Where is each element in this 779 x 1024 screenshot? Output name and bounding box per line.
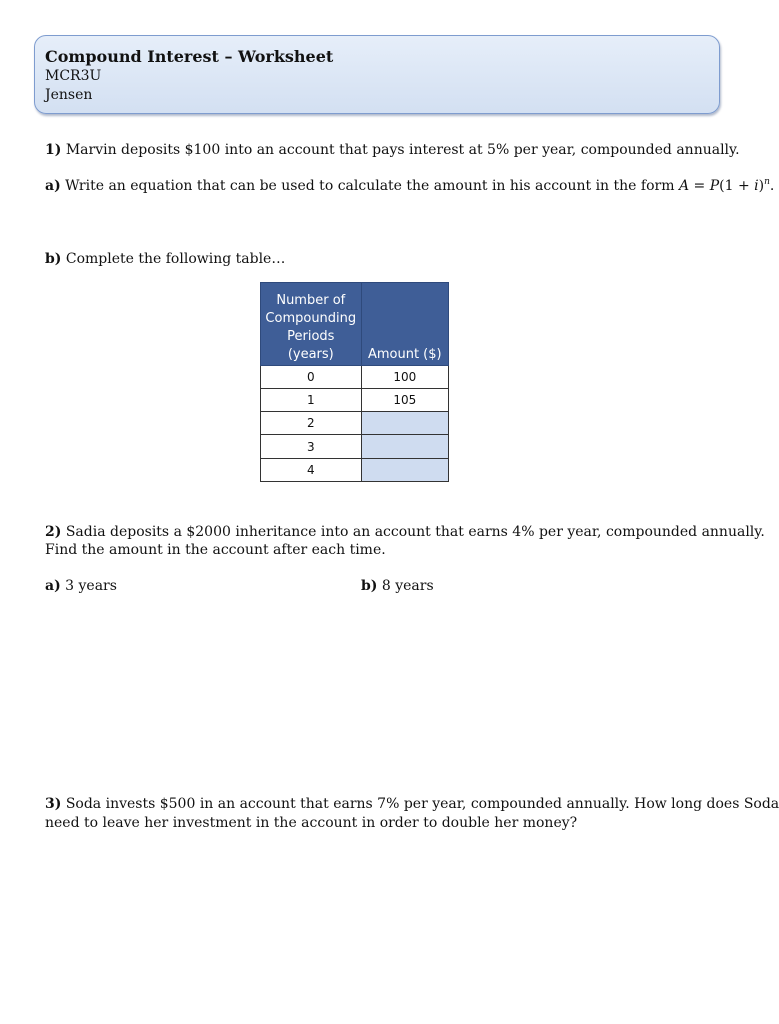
table-row [261, 458, 449, 481]
question-2b [361, 577, 434, 595]
table-row [261, 435, 449, 458]
question-1 [45, 141, 740, 159]
question-2-text-line2: Find the amount in the account after each time. [45, 542, 386, 558]
table-cell-period: 4 [261, 458, 362, 481]
question-1-number: 1) [45, 142, 62, 158]
course-code: MCR3U [45, 68, 102, 84]
table-cell-amount: 100 [361, 365, 448, 388]
table-row [261, 365, 449, 388]
question-2-number: 2) [45, 524, 62, 540]
question-1b-label: b) [45, 251, 62, 267]
table-cell-period: 2 [261, 412, 362, 435]
table-cell-period: 0 [261, 365, 362, 388]
question-3-text-line1: Soda invests $500 in an account that earns 7% per year, compounded annually. How long does Soda [65, 796, 779, 812]
question-1a-label: a) [45, 178, 61, 194]
question-3-number: 3) [45, 796, 62, 812]
table-cell-amount [361, 412, 448, 435]
teacher-name: Jensen [45, 87, 93, 103]
table-header-periods: Number of Compounding Periods (years) [261, 283, 362, 366]
question-1a: a) Write an equation that can be used to calculate the amount in his account in the form $A = P(1 + i)^n$. [45, 177, 775, 194]
table-cell-period: 3 [261, 435, 362, 458]
question-1b-text: Complete the following table… [65, 251, 286, 267]
table-cell-amount [361, 435, 448, 458]
table-header-amount: Amount ($) [361, 283, 448, 366]
table-cell-amount [361, 458, 448, 481]
compounding-table [260, 282, 449, 482]
question-1a-text: Write an equation that can be used to calculate the amount in his account in the form [65, 178, 679, 194]
worksheet-title: Compound Interest – Worksheet [45, 47, 334, 66]
question-2a-label: a) [45, 578, 61, 594]
question-2-text-line1: Sadia deposits a $2000 inheritance into an account that earns 4% per year, compounded annually. [65, 524, 765, 540]
question-3-text-line2: need to leave her investment in the account in order to double her money? [45, 815, 578, 831]
question-1b [45, 250, 285, 268]
question-3 [45, 795, 779, 813]
question-2b-label: b) [361, 578, 378, 594]
table-cell-period: 1 [261, 389, 362, 412]
table-row [261, 389, 449, 412]
table-row [261, 412, 449, 435]
question-2a [45, 577, 117, 595]
question-2 [45, 523, 765, 541]
formula: $A = P(1 + i)^n$ [678, 177, 770, 194]
question-1-text: Marvin deposits $100 into an account that pays interest at 5% per year, compounded annually. [65, 142, 740, 158]
table-cell-amount: 105 [361, 389, 448, 412]
worksheet-header [34, 35, 720, 114]
question-2b-text: 8 years [381, 578, 434, 594]
question-2a-text: 3 years [65, 578, 117, 594]
